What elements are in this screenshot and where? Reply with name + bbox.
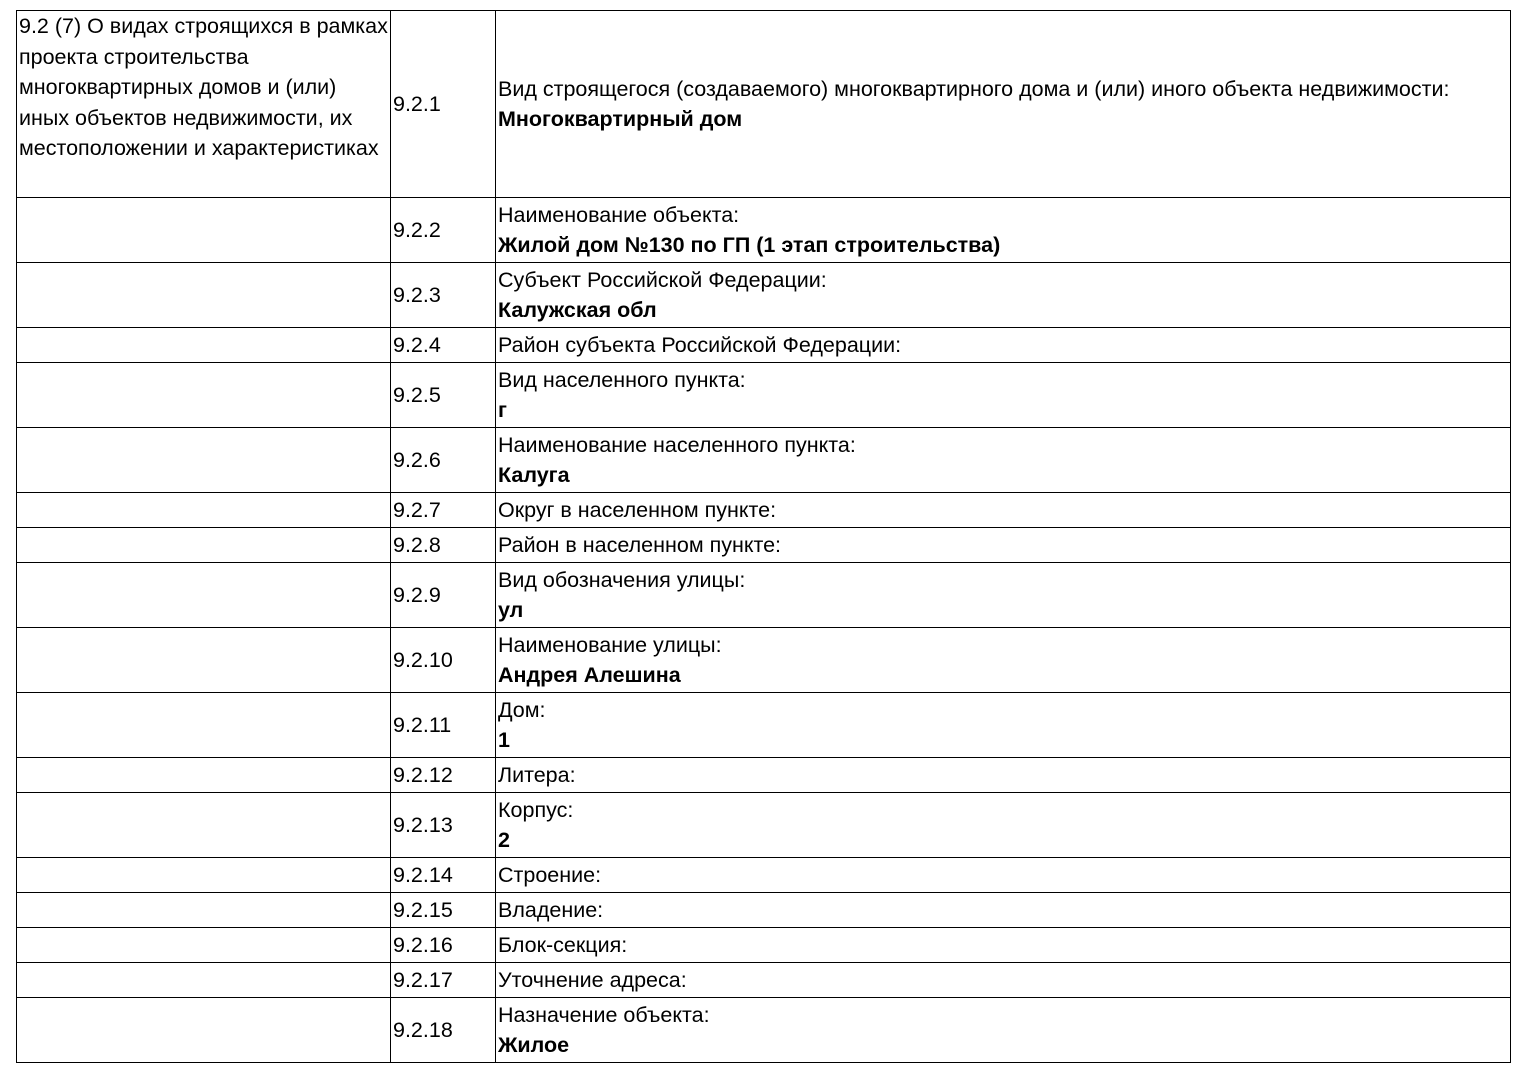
table-row [17,893,1511,928]
table-row [17,963,1511,998]
section-cell [17,693,391,758]
item-value: Калужская обл [498,298,657,322]
item-value: Жилой дом №130 по ГП (1 этап строительства) [498,233,1001,257]
item-label: Уточнение адреса: [498,967,687,992]
item-content [496,563,1511,628]
item-number: 9.2.7 [391,493,496,528]
item-number: 9.2.17 [391,963,496,998]
table-row [17,758,1511,793]
table-row [17,363,1511,428]
section-cell [17,998,391,1063]
item-content [496,928,1511,963]
item-content [496,893,1511,928]
item-content [496,328,1511,363]
item-number: 9.2.18 [391,998,496,1063]
table-row [17,263,1511,328]
item-content [496,198,1511,263]
item-number: 9.2.8 [391,528,496,563]
item-label: Дом: [498,697,546,722]
item-value: ул [498,598,524,622]
section-cell [17,928,391,963]
section-cell [17,428,391,493]
section-cell [17,328,391,363]
table-row [17,628,1511,693]
item-label: Блок-секция: [498,932,628,957]
item-label: Район в населенном пункте: [498,532,782,557]
item-content [496,528,1511,563]
table-row [17,493,1511,528]
item-label: Наименование населенного пункта: [498,432,856,457]
item-number: 9.2.12 [391,758,496,793]
table-row [17,858,1511,893]
item-label: Вид населенного пункта: [498,367,746,392]
item-content [496,693,1511,758]
info-table [16,10,1511,1063]
item-label: Строение: [498,862,602,887]
item-content [496,998,1511,1063]
item-label: Наименование улицы: [498,632,722,657]
table-row [17,793,1511,858]
section-cell [17,858,391,893]
item-number: 9.2.9 [391,563,496,628]
table-row [17,528,1511,563]
item-label: Назначение объекта: [498,1002,710,1027]
section-cell [17,793,391,858]
item-content [496,493,1511,528]
item-content [496,363,1511,428]
table-row [17,928,1511,963]
table-row [17,563,1511,628]
item-content [496,263,1511,328]
item-number: 9.2.14 [391,858,496,893]
section-cell [17,493,391,528]
item-label: Район субъекта Российской Федерации: [498,332,902,357]
item-content [496,11,1511,198]
item-content [496,793,1511,858]
section-cell [17,963,391,998]
section-cell [17,628,391,693]
table-row [17,998,1511,1063]
item-number: 9.2.2 [391,198,496,263]
item-number: 9.2.13 [391,793,496,858]
item-content [496,858,1511,893]
item-number: 9.2.15 [391,893,496,928]
item-value: г [498,398,507,422]
item-number: 9.2.5 [391,363,496,428]
section-cell [17,758,391,793]
item-number: 9.2.4 [391,328,496,363]
item-value: 1 [498,728,510,752]
section-cell: 9.2 (7) О видах строящихся в рамках проекта строительства многоквартирных домов и (или) иных объектов недвижимости, их местоположении и характеристиках [17,11,391,198]
item-number: 9.2.6 [391,428,496,493]
table-row [17,428,1511,493]
item-value: Многоквартирный дом [498,107,743,131]
item-value: Андрея Алешина [498,663,681,687]
item-number: 9.2.16 [391,928,496,963]
item-label: Наименование объекта: [498,202,740,227]
item-label: Литера: [498,762,576,787]
item-label: Округ в населенном пункте: [498,497,777,522]
item-number: 9.2.10 [391,628,496,693]
section-cell [17,363,391,428]
section-cell [17,198,391,263]
item-label: Вид строящегося (создаваемого) многоквартирного дома и (или) иного объекта недвижимости: [498,76,1450,101]
item-label: Корпус: [498,797,574,822]
item-content [496,428,1511,493]
item-value: 2 [498,828,510,852]
item-value: Жилое [498,1033,570,1057]
item-label: Субъект Российской Федерации: [498,267,827,292]
table-row [17,198,1511,263]
item-label: Владение: [498,897,604,922]
table-row [17,11,1511,198]
section-cell [17,263,391,328]
section-cell [17,563,391,628]
table-row [17,328,1511,363]
item-number: 9.2.3 [391,263,496,328]
item-content [496,628,1511,693]
item-content [496,758,1511,793]
table-row [17,693,1511,758]
section-cell [17,893,391,928]
item-content [496,963,1511,998]
item-number: 9.2.1 [391,11,496,198]
item-value: Калуга [498,463,570,487]
item-label: Вид обозначения улицы: [498,567,746,592]
item-number: 9.2.11 [391,693,496,758]
section-cell [17,528,391,563]
